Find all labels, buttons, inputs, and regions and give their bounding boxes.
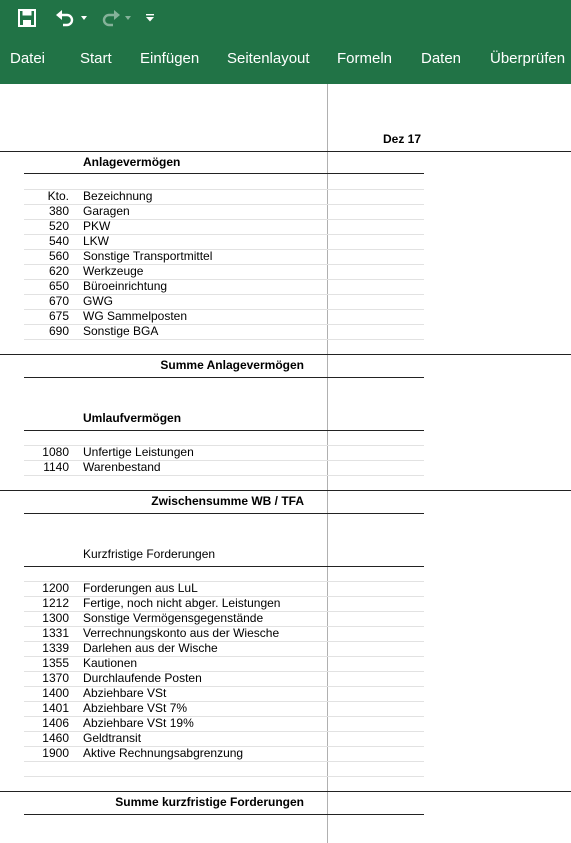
account-name[interactable]: Abziehbare VSt 19% [83,716,194,730]
account-number[interactable]: 1339 [42,641,69,655]
sum-rule-bottom [24,377,424,378]
account-name[interactable]: Kautionen [83,656,138,670]
grid-line [24,475,424,476]
redo-icon [99,9,121,27]
account-name[interactable]: Forderungen aus LuL [83,581,198,595]
kto-header: Kto. [47,189,69,203]
account-name[interactable]: Sonstige Transportmittel [83,249,213,263]
account-name[interactable]: Aktive Rechnungsabgrenzung [83,746,244,760]
sum-rule-top [0,791,571,792]
account-name[interactable]: PKW [83,219,111,233]
account-number[interactable]: 540 [48,234,69,248]
account-name[interactable]: Garagen [83,204,130,218]
account-number[interactable]: 1355 [42,656,69,670]
account-number[interactable]: 650 [48,279,69,293]
account-number[interactable]: 1140 [43,460,69,474]
section-rule [24,173,424,174]
ribbon [0,0,571,84]
account-name[interactable]: Geldtransit [83,731,142,745]
section-rule [24,566,424,567]
account-number[interactable]: 1900 [42,746,69,760]
account-name[interactable]: Darlehen aus der Wische [83,641,218,655]
account-name[interactable]: Fertige, noch nicht abger. Leistungen [83,596,281,610]
tab-datei[interactable]: Datei [10,50,46,67]
account-name[interactable]: WG Sammelposten [83,309,188,323]
tab-seitenlayout[interactable]: Seitenlayout [227,50,310,67]
account-name[interactable]: Sonstige Vermögensgegenstände [83,611,264,625]
sum-kurz-label: Summe kurzfristige Forderungen [115,795,304,809]
undo-icon [55,9,77,27]
header-rule [0,151,571,152]
sum-rule-top [0,490,571,491]
account-number[interactable]: 1406 [42,716,69,730]
account-number[interactable]: 1300 [42,611,69,625]
section-title-kurz: Kurzfristige Forderungen [83,547,216,561]
account-name[interactable]: Büroeinrichtung [83,279,168,293]
grid-line [24,776,424,777]
customize-qat-button[interactable] [144,6,156,30]
account-name[interactable]: Verrechnungskonto aus der Wiesche [83,626,280,640]
section-title-umlauf: Umlaufvermögen [83,411,182,425]
sum-rule-top [0,354,571,355]
account-number[interactable]: 1212 [42,596,69,610]
account-name[interactable]: Abziehbare VSt [83,686,167,700]
undo-button[interactable] [52,6,90,30]
section-rule [24,430,424,431]
account-name[interactable]: Werkzeuge [83,264,144,278]
column-header-dez17: Dez 17 [383,132,422,146]
account-number[interactable]: 1400 [42,686,69,700]
sum-anlage-label: Summe Anlagevermögen [160,358,304,372]
ribbon-tabs [0,48,571,72]
tab-start[interactable]: Start [80,50,112,67]
chevron-down-icon[interactable] [81,16,87,20]
bezeichnung-header: Bezeichnung [83,189,153,203]
redo-button[interactable] [96,6,134,30]
column-divider [327,84,328,843]
worksheet-grid[interactable] [0,84,571,843]
account-number[interactable]: 1370 [42,671,69,685]
account-name[interactable]: Warenbestand [83,460,161,474]
account-number[interactable]: 670 [48,294,69,308]
account-number[interactable]: 1401 [42,701,69,715]
account-number[interactable]: 1200 [42,581,69,595]
account-number[interactable]: 1460 [42,731,69,745]
account-number[interactable]: 1331 [42,626,69,640]
account-name[interactable]: Durchlaufende Posten [83,671,202,685]
account-name[interactable]: LKW [83,234,110,248]
account-number[interactable]: 675 [48,309,69,323]
sum-rule-bottom [24,513,424,514]
grid-line [24,761,424,762]
account-name[interactable]: Abziehbare VSt 7% [83,701,188,715]
account-number[interactable]: 520 [48,219,69,233]
account-number[interactable]: 380 [48,204,69,218]
account-number[interactable]: 620 [48,264,69,278]
tab-ueberpruefen[interactable]: Überprüfen [490,50,566,67]
sum-rule-bottom [24,814,424,815]
grid-line [24,339,424,340]
account-name[interactable]: GWG [83,294,113,308]
tab-daten[interactable]: Daten [421,50,462,67]
tab-einfuegen[interactable]: Einfügen [140,50,200,67]
account-number[interactable]: 560 [48,249,69,263]
save-icon [18,9,36,27]
account-number[interactable]: 690 [48,324,69,338]
account-number[interactable]: 1080 [42,445,69,459]
save-button[interactable] [14,6,40,30]
chevron-down-icon[interactable] [125,16,131,20]
sum-umlauf-label: Zwischensumme WB / TFA [151,494,304,508]
section-title-anlage: Anlagevermögen [83,155,181,169]
customize-qat-icon [146,14,154,22]
account-name[interactable]: Sonstige BGA [83,324,159,338]
account-name[interactable]: Unfertige Leistungen [83,445,194,459]
tab-formeln[interactable]: Formeln [337,50,393,67]
